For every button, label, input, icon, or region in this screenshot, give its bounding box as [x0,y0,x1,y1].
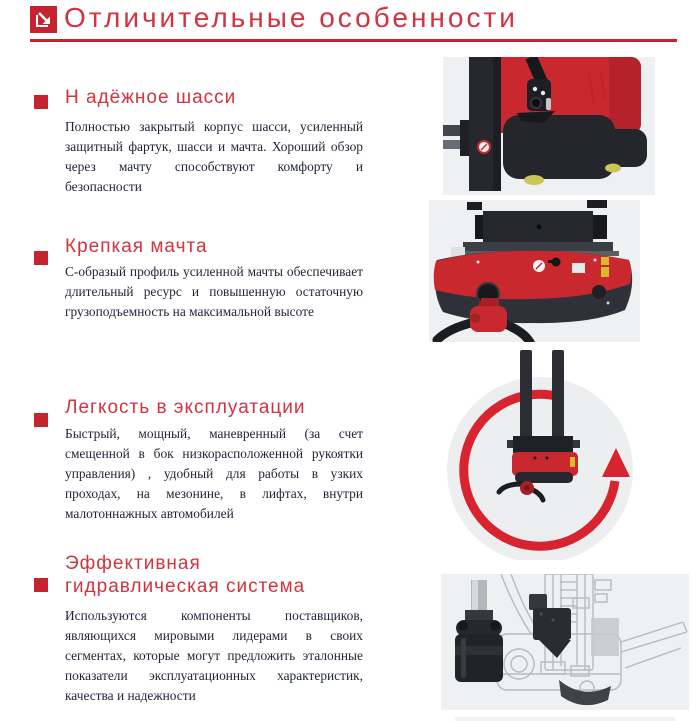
stacker-chassis-photo [443,57,655,195]
section-body-mast: С-образый профиль усиленной мачты обеспечивает длительный ресурс и повышенную остаточную грузоподъемность на максимальной высоте [65,264,363,319]
section-heading-ease-of-use: Легкость в эксплуатации [65,397,306,418]
section-bullet-1 [34,95,48,109]
hydraulic-system-drawing [441,574,689,710]
section-body-ease-of-use: Быстрый, мощный, маневренный (за счет смещенной в бок низкорасположенной рукоятки управления) , удобный для работы в узких проходах, на мезонине, в лифтах, внутри малотоннажных автомобилей [65,426,363,521]
section-bullet-4 [34,578,48,592]
next-image-edge [455,717,675,721]
stacker-mast-photo [429,200,640,342]
section-heading-hydraulics: Эффективная гидравлическая система [65,553,306,597]
title-underline [30,39,677,42]
section-bullet-3 [34,413,48,427]
arrow-down-right-icon [30,6,57,33]
section-bullet-2 [34,251,48,265]
section-body-hydraulics: Используются компоненты поставщиков, являющихся мировыми лидерами в своих сегментах, которые могут предложить эталонные показатели эксплуатационных характеристик, качества и надежности [65,608,363,703]
section-heading-chassis: Н адёжное шасси [65,87,237,108]
section-body-chassis: Полностью закрытый корпус шасси, усиленный защитный фартук, шасси и мачта. Хороший обзор через мачту способствуют комфорту и безопасности [65,119,363,194]
page-title: Отличительные особенности [64,2,518,33]
section-heading-mast: Крепкая мачта [65,236,208,257]
stacker-rotation-illustration [435,348,645,560]
